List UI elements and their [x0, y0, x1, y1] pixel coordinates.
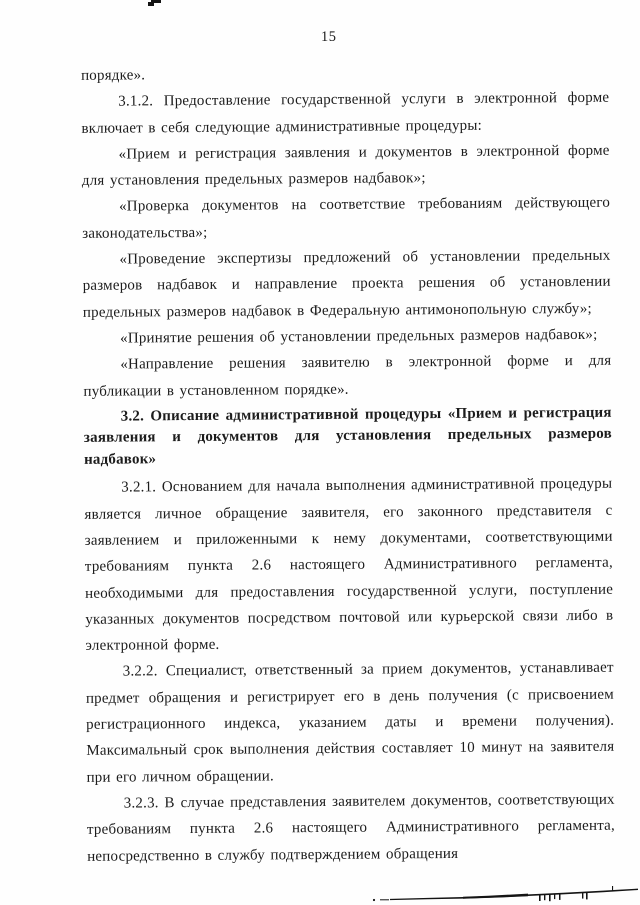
- paragraph-procedure-2: «Проверка документов на соответствие требованиям действующего законодательства»;: [82, 195, 611, 242]
- paragraph-3-2-3: 3.2.3. В случае представления заявителем документов, соответствующих требованиям пункта 2.6 настоящего Административного регламента, непосредственно в службу подтверждением обращения: [86, 791, 616, 865]
- paragraph-3-2-1: 3.2.1. Основанием для начала выполнения административной процедуры является личное обращение заявителя, его законного представителя с заявлением и приложенными к нему документами, соответствующими требованиям пункта 2.6 настоящего Административного регламента, необходимыми для предоставления государственной услуги, поступление указанных документов посредством почтовой или курьерской связи либо в электронной форме.: [84, 476, 614, 654]
- scan-artifact-top-mark-blob: [148, 2, 154, 6]
- page-number: 15: [320, 28, 337, 45]
- paragraph-procedure-3: «Проведение экспертизы предложений об установлении предельных размеров надбавок и направление проекта решения об установлении предельных размеров надбавок в Федеральную антимонопольную службу»;: [82, 247, 611, 321]
- scan-artifact-bottom-band: [368, 884, 640, 905]
- paragraph-3-2-2: 3.2.2. Специалист, ответственный за прием документов, устанавливает предмет обращения и регистрирует его в день получения (с присвоением регистрационного индекса, указанием даты и времени получения). Максимальный срок выполнения действия составляет 10 минут на заявителя при его личном обращении.: [85, 660, 615, 786]
- paragraph-continuation: порядке».: [80, 67, 146, 84]
- document-content: [81, 59, 615, 870]
- paragraph-procedure-5: «Направление решения заявителю в электронной форме и для публикации в установленном порядке».: [83, 352, 612, 400]
- scan-artifact-top-mark: [148, 0, 162, 8]
- paragraph-procedure-4: «Принятие решения об установлении предельных размеров надбавок»;: [120, 326, 598, 347]
- section-heading-3-2: 3.2. Описание административной процедуры «Прием и регистрация заявления и документов для установления предельных размеров надбавок»: [83, 404, 612, 468]
- paragraph-3-1-2: 3.1.2. Предоставление государственной услуги в электронной форме включает в себя следующие административные процедуры:: [81, 90, 610, 137]
- paragraph-procedure-1: «Прием и регистрация заявления и документов в электронной форме для установления предельных размеров надбавок»;: [81, 142, 610, 190]
